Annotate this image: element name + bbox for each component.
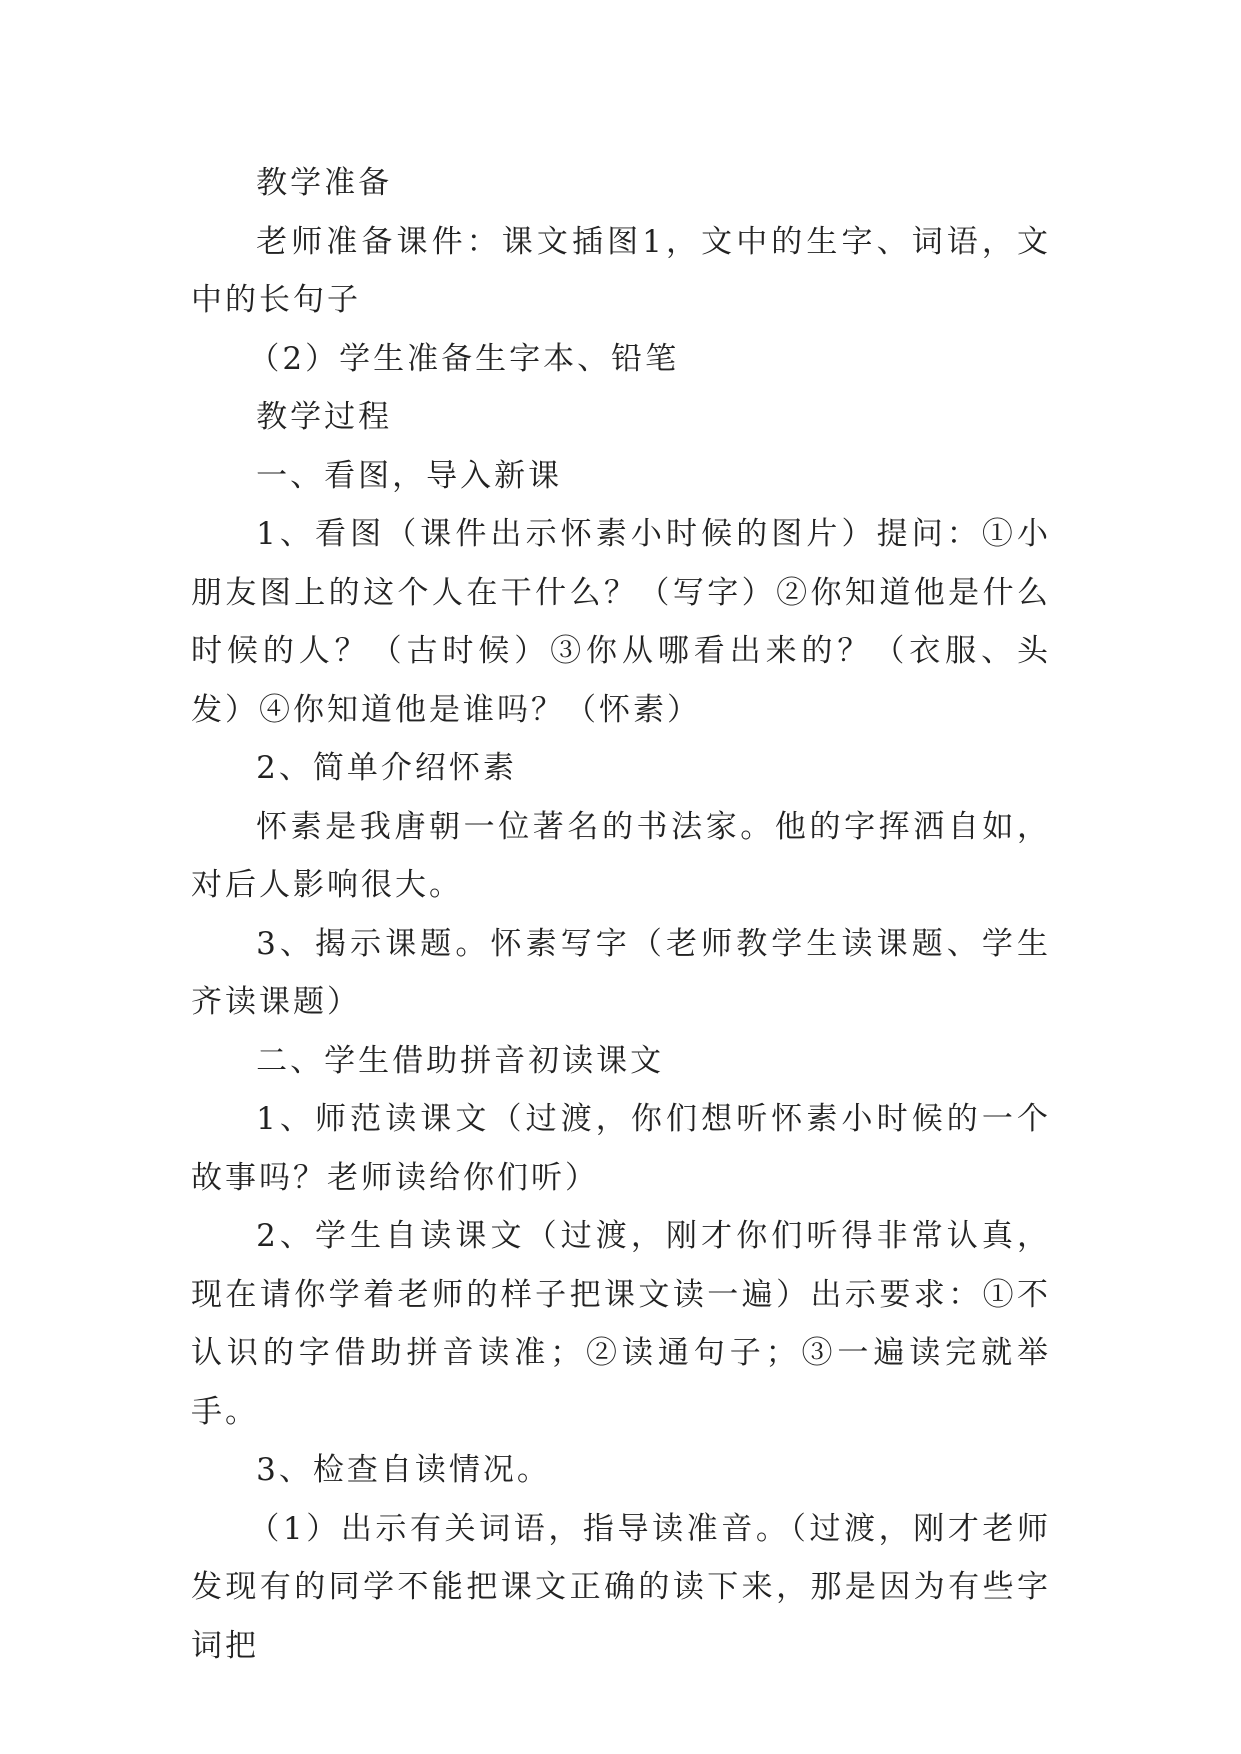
- heading-teaching-preparation: 教学准备: [256, 165, 393, 201]
- heading-teaching-process: 教学过程: [256, 399, 393, 435]
- paragraph-huaisu-description: 怀素是我唐朝一位著名的书法家。他的字挥洒自如，对后人影响很大。: [191, 808, 1051, 903]
- section-heading-first-reading: 二、学生借助拼音初读课文: [256, 1042, 665, 1079]
- paragraph-show-words: （1）出示有关词语，指导读准音。（过渡，刚才老师发现有的同学不能把课文正确的读下来，那是因为有些字词把: [191, 1510, 1051, 1664]
- paragraph-student-preparation: （2）学生准备生字本、铅笔: [248, 340, 680, 377]
- paragraph-introduce-huaisu: 2、简单介绍怀素: [256, 750, 517, 786]
- paragraph-reveal-title: 3、揭示课题。怀素写字（老师教学生读课题、学生齐读课题）: [191, 925, 1051, 1020]
- paragraph-student-self-reading: 2、学生自读课文（过渡，刚才你们听得非常认真，现在请你学着老师的样子把课文读一遍）出示要求：①不认识的字借助拼音读准；②读通句子；③一遍读完就举手。: [191, 1218, 1051, 1430]
- document-body: [191, 154, 1051, 1675]
- paragraph-check-reading: 3、检查自读情况。: [256, 1452, 551, 1488]
- paragraph-teacher-model-reading: 1、师范读课文（过渡，你们想听怀素小时候的一个故事吗？老师读给你们听）: [191, 1101, 1051, 1196]
- paragraph-look-and-ask: 1、看图（课件出示怀素小时候的图片）提问：①小朋友图上的这个人在干什么？（写字）②你知道他是什么时候的人？（古时候）③你从哪看出来的？（衣服、头发）④你知道他是谁吗？（怀素）: [191, 516, 1051, 728]
- section-heading-look-at-picture: 一、看图，导入新课: [256, 457, 563, 494]
- paragraph-teacher-preparation: 老师准备课件：课文插图1，文中的生字、词语，文中的长句子: [191, 223, 1051, 318]
